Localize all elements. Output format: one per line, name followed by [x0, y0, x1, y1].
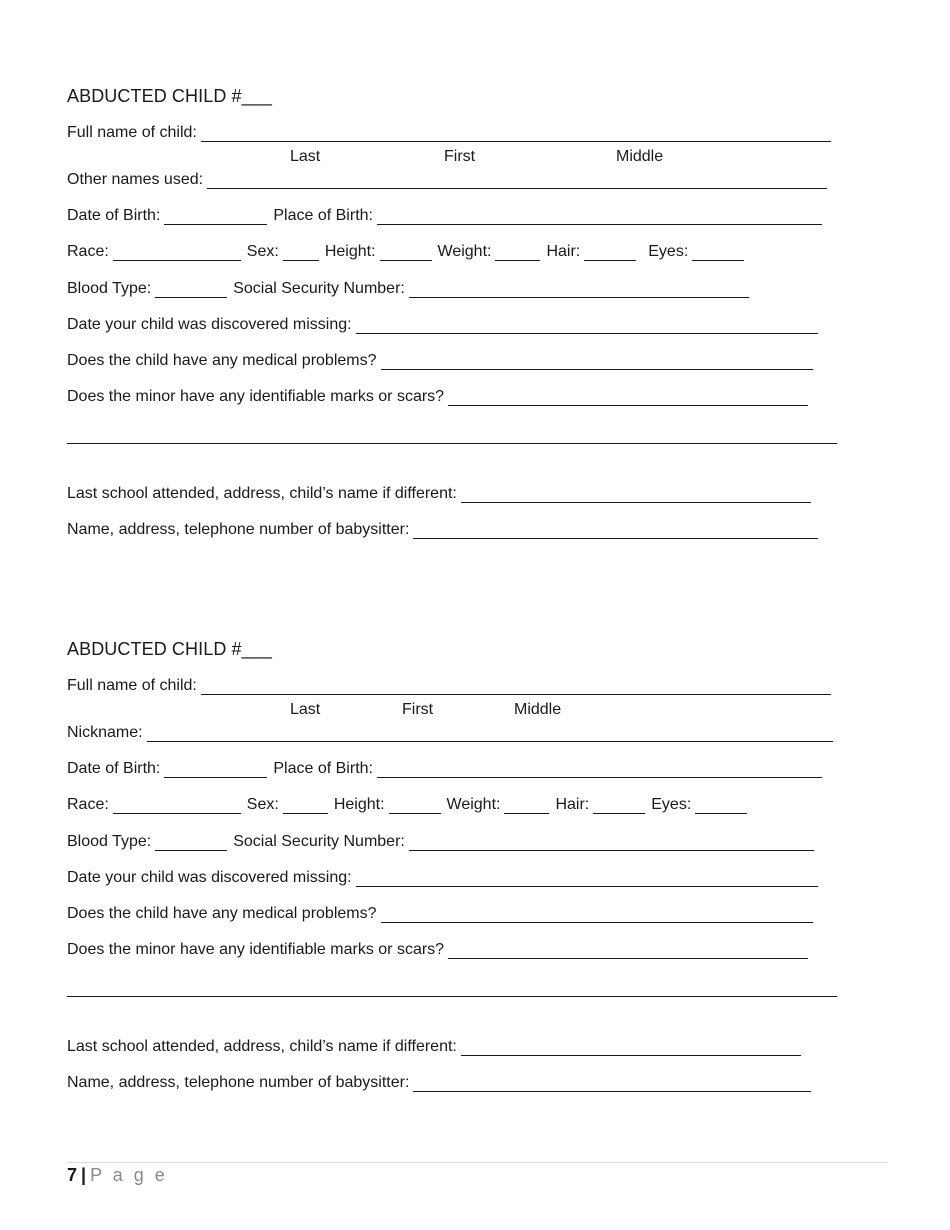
pob-field[interactable] [377, 208, 822, 225]
ssn-field[interactable] [409, 281, 749, 298]
physical-row [67, 795, 753, 815]
hair-label: Hair: [546, 243, 581, 260]
full-name-row [67, 123, 837, 143]
blood-type-field[interactable] [155, 281, 227, 298]
race-label: Race: [67, 796, 109, 813]
blood-ssn-row [67, 832, 820, 852]
babysitter-row [67, 520, 824, 540]
school-row [67, 1037, 807, 1057]
eyes-field[interactable] [692, 244, 744, 261]
height-field[interactable] [389, 797, 441, 814]
babysitter-label: Name, address, telephone number of babysitter: [67, 521, 410, 538]
sublabel-first: First [444, 148, 476, 165]
height-label: Height: [324, 243, 376, 260]
physical-row [67, 242, 750, 262]
birth-row [67, 206, 828, 226]
full-name-field[interactable] [201, 678, 831, 695]
name-sublabels [67, 700, 867, 720]
marks-row [67, 940, 814, 960]
last-school-field[interactable] [461, 1039, 801, 1056]
other-names-label: Other names used: [67, 171, 204, 188]
sex-field[interactable] [283, 797, 328, 814]
babysitter-field[interactable] [413, 1075, 811, 1092]
sublabel-first: First [402, 701, 434, 718]
name-sublabels [67, 147, 867, 167]
sublabel-last: Last [290, 148, 321, 165]
pob-field[interactable] [377, 761, 822, 778]
sex-label: Sex: [246, 796, 279, 813]
sex-field[interactable] [283, 244, 319, 261]
other-names-row [67, 170, 833, 190]
pob-label: Place of Birth: [273, 207, 373, 224]
page-number: 7 [67, 1165, 78, 1185]
nickname-field[interactable] [147, 725, 833, 742]
hair-label: Hair: [555, 796, 590, 813]
missing-date-field[interactable] [356, 870, 818, 887]
full-name-label: Full name of child: [67, 677, 197, 694]
sublabel-middle: Middle [514, 701, 562, 718]
weight-field[interactable] [495, 244, 540, 261]
blood-type-field[interactable] [155, 834, 227, 851]
hair-field[interactable] [593, 797, 645, 814]
hair-field[interactable] [584, 244, 636, 261]
ssn-field[interactable] [409, 834, 814, 851]
blood-ssn-row [67, 279, 755, 299]
medical-row [67, 351, 819, 371]
race-field[interactable] [113, 244, 241, 261]
medical-row [67, 904, 819, 924]
race-label: Race: [67, 243, 109, 260]
birth-row [67, 759, 828, 779]
marks-scars-field[interactable] [448, 389, 808, 406]
marks-row [67, 387, 814, 407]
dob-label: Date of Birth: [67, 760, 161, 777]
section-heading: ABDUCTED CHILD #___ [67, 86, 272, 106]
blood-type-label: Blood Type: [67, 833, 152, 850]
marks-scars-extra-line[interactable] [67, 996, 837, 997]
nickname-row [67, 723, 839, 743]
last-school-label: Last school attended, address, child’s name if different: [67, 1038, 457, 1055]
full-name-field[interactable] [201, 125, 831, 142]
medical-problems-field[interactable] [381, 353, 813, 370]
last-school-field[interactable] [461, 486, 811, 503]
dob-field[interactable] [164, 208, 267, 225]
school-row [67, 484, 817, 504]
footer-divider [67, 1162, 887, 1163]
other-names-field[interactable] [207, 172, 827, 189]
height-field[interactable] [380, 244, 432, 261]
missing-date-label: Date your child was discovered missing: [67, 869, 352, 886]
marks-scars-field[interactable] [448, 942, 808, 959]
missing-date-row [67, 868, 824, 888]
dob-label: Date of Birth: [67, 207, 161, 224]
weight-label: Weight: [437, 243, 492, 260]
marks-scars-extra-line[interactable] [67, 443, 837, 444]
race-field[interactable] [113, 797, 241, 814]
eyes-label: Eyes: [651, 796, 692, 813]
medical-problems-field[interactable] [381, 906, 813, 923]
nickname-label: Nickname: [67, 724, 143, 741]
abducted-child-2-section [67, 638, 867, 1091]
babysitter-label: Name, address, telephone number of babysitter: [67, 1074, 410, 1091]
babysitter-field[interactable] [413, 522, 818, 539]
page-word: P a g e [90, 1165, 168, 1185]
full-name-label: Full name of child: [67, 124, 197, 141]
marks-scars-label: Does the minor have any identifiable marks or scars? [67, 941, 445, 958]
dob-field[interactable] [164, 761, 267, 778]
medical-problems-label: Does the child have any medical problems? [67, 905, 377, 922]
last-school-label: Last school attended, address, child’s name if different: [67, 485, 457, 502]
sublabel-middle: Middle [616, 148, 664, 165]
height-label: Height: [333, 796, 385, 813]
footer-separator: | [81, 1165, 87, 1185]
full-name-row [67, 676, 837, 696]
sublabel-last: Last [290, 701, 321, 718]
missing-date-label: Date your child was discovered missing: [67, 316, 352, 333]
missing-date-row [67, 315, 824, 335]
eyes-field[interactable] [695, 797, 747, 814]
section-heading: ABDUCTED CHILD #___ [67, 639, 272, 659]
pob-label: Place of Birth: [273, 760, 373, 777]
medical-problems-label: Does the child have any medical problems? [67, 352, 377, 369]
abducted-child-1-section [67, 85, 867, 538]
weight-field[interactable] [504, 797, 549, 814]
babysitter-row [67, 1073, 817, 1093]
eyes-label: Eyes: [648, 243, 689, 260]
missing-date-field[interactable] [356, 317, 818, 334]
page-footer [67, 1164, 168, 1186]
weight-label: Weight: [446, 796, 501, 813]
sex-label: Sex: [246, 243, 279, 260]
blood-type-label: Blood Type: [67, 280, 152, 297]
ssn-label: Social Security Number: [233, 280, 405, 297]
ssn-label: Social Security Number: [233, 833, 405, 850]
marks-scars-label: Does the minor have any identifiable marks or scars? [67, 388, 445, 405]
